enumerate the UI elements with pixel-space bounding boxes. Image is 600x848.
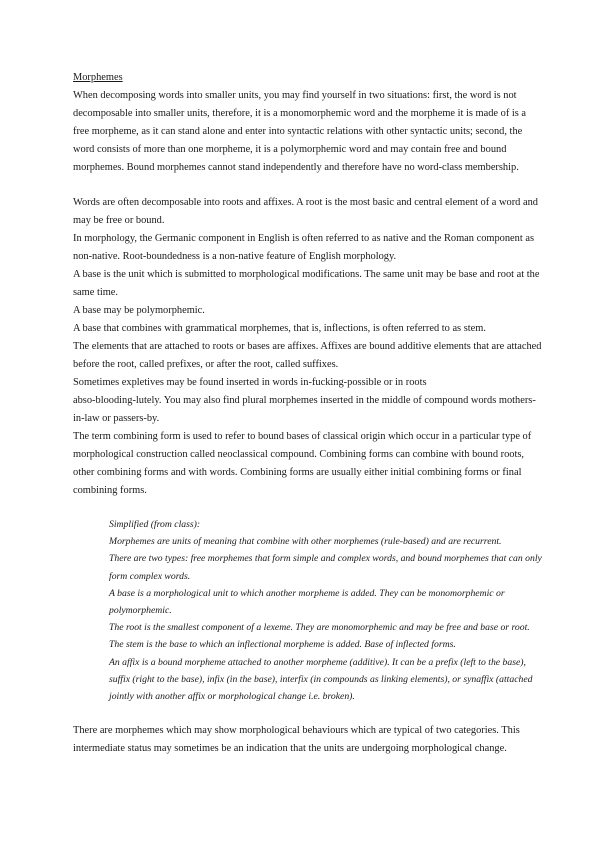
- base-definition-line: A base is the unit which is submitted to morphological modifications. The same unit may be base and root at the same time.: [73, 269, 540, 298]
- simplified-heading: Simplified (from class):: [109, 519, 201, 530]
- document-page: [73, 69, 543, 758]
- roots-affixes-line: Words are often decomposable into roots and affixes. A root is the most basic and central element of a word and may be free or bound.: [73, 197, 538, 226]
- plural-insertion-line: abso-blooding-lutely. You may also find plural morphemes inserted in the middle of compound words mothers-in-law or passers-by.: [73, 395, 536, 424]
- combining-form-paragraph: The term combining form is used to refer to bound bases of classical origin which occur in a particular type of morphological construction called neoclassical compound. Combining forms can combine with bound roots, other combining forms and with words. Combining forms are usually either initial combining forms or final combining forms.: [73, 431, 532, 496]
- base-polymorphemic-line: A base may be polymorphemic.: [73, 305, 205, 316]
- simplified-stem: The stem is the base to which an inflectional morpheme is added. Base of inflected forms.: [109, 639, 456, 651]
- affixes-definition-line: The elements that are attached to roots or bases are affixes. Affixes are bound additive elements that are attached before the root, called prefixes, or after the root, called suffixes.: [73, 341, 542, 370]
- simplified-morphemes: Morphemes are units of meaning that combine with other morphemes (rule-based) and are recurrent.: [109, 536, 502, 548]
- closing-paragraph: There are morphemes which may show morphological behaviours which are typical of two categories. This intermediate status may sometimes be an indication that the units are undergoing morphological change.: [73, 725, 520, 755]
- simplified-types: There are two types: free morphemes that form simple and complex words, and bound morphemes that can only form complex words.: [109, 553, 542, 582]
- simplified-notes-block: [109, 516, 543, 705]
- paragraph-spacer: [73, 177, 543, 194]
- paragraph-spacer: [73, 705, 543, 722]
- simplified-affix: An affix is a bound morpheme attached to another morpheme (additive). It can be a prefix (left to the base), suffix (right to the base), infix (in the base), interfix (in compounds as linking elements), or synaffix (attached jointly with another affix or morphological change i.e. broken).: [109, 656, 533, 703]
- paragraph-spacer: [73, 500, 543, 516]
- native-component-line: In morphology, the Germanic component in English is often referred to as native and the Roman component as non-native. Root-boundedness is a non-native feature of English morphology.: [73, 233, 535, 262]
- simplified-base: A base is a morphological unit to which another morpheme is added. They can be monomorphemic or polymorphemic.: [109, 587, 505, 617]
- intro-paragraph: When decomposing words into smaller units, you may find yourself in two situations: first, the word is not decomposable into smaller units, therefore, it is a monomorphemic word and the morpheme it is made of is a free morpheme, as it can stand alone and enter into syntactic relations with other syntactic units; second, the word consists of more than one morpheme, it is a polymorphemic word and may contain free and bound morphemes. Bound morphemes cannot stand independently and therefore have no word-class membership.: [73, 90, 527, 173]
- simplified-root: The root is the smallest component of a lexeme. They are monomorphemic and may be free and base or root.: [109, 622, 530, 634]
- page-title: Morphemes: [73, 72, 123, 83]
- stem-definition-line: A base that combines with grammatical morphemes, that is, inflections, is often referred to as stem.: [73, 323, 486, 334]
- expletives-line: Sometimes expletives may be found inserted in words in-fucking-possible or in roots: [73, 377, 427, 388]
